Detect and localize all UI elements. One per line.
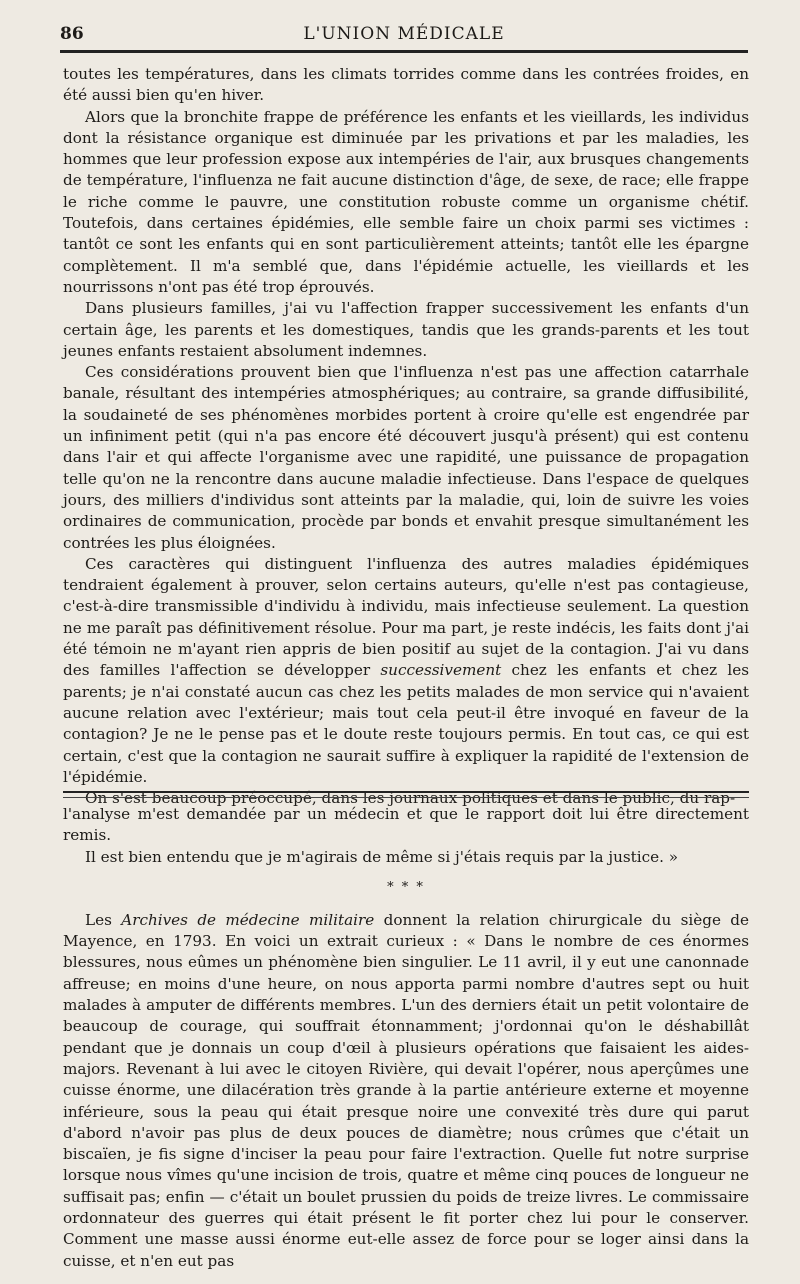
text-run: donnent la relation chirurgicale du siège de Mayence, en 1793. En voici un extrait curieux : « Dans le nombre de ces énormes blessures, nous eûmes un phénomène bien singulier. Le 11 avril, il y eut une canonnade affreuse; en moins d'une heure, on nous apporta parmi nombre d'autres sept ou huit malades à amputer de différents membres. L'un des derniers était un petit volontaire de beaucoup de courage, qui souffrait étonnamment; j'ordonnai qu'on le déshabillât pendant que je donnais un coup d'œil à plusieurs opérations que faisaient les aides-majors. Revenant à lui avec le citoyen Rivière, qui devait l'opérer, nous aperçûmes une cuisse énorme, une dilacération très grande à la partie antérieure externe et moyenne inférieure, sous la peau qui était presque noire une convexité très dure qui parut d'abord n'avoir pas plus de deux pouces de diamètre; nous crûmes que c'était un biscaïen, je fis signe d'inciser la peau pour faire l'extraction. Quelle fut notre surprise lorsque nous vîmes qu'une incision de trois, quatre et même cinq pouces de longueur ne suffisait pas; enfin — c'était un boulet prussien du poids de treize livres. Le commissaire ordonnateur des guerres qui était présent le fit porter chez lui pour le conserver. Comment une masse aussi énorme eut-elle assez de force pour se loger ainsi dans la cuisse, et n'en eut pas <box>63 910 749 1270</box>
section-rule-thin <box>63 797 749 798</box>
page-header <box>60 20 748 44</box>
header-rule <box>60 50 748 53</box>
section-rule <box>63 791 749 793</box>
paragraph: Dans plusieurs familles, j'ai vu l'affection frapper successivement les enfants d'un certain âge, les parents et les domestiques, tandis que les grands-parents et les tout jeunes enfants restaient absolument indemnes. <box>63 299 749 360</box>
running-title: L'UNION MÉDICALE <box>303 24 505 44</box>
asterism: * * * <box>387 879 425 895</box>
paragraph: l'analyse m'est demandée par un médecin et que le rapport doit lui être directement remis. <box>63 805 749 845</box>
italic-run: successivement <box>380 661 502 680</box>
paragraph: On s'est beaucoup préoccupé, dans les journaux politiques et dans le public, du rap- <box>85 789 736 808</box>
paragraph: Ces considérations prouvent bien que l'influenza n'est pas une affection catarrhale banale, résultant des intempéries atmosphériques; au contraire, sa grande diffusibilité, la soudaineté de ses phénomènes morbides portent à croire qu'elle est engendrée par un infiniment petit (qui n'a pas encore été découvert jusqu'à présent) qui est contenu dans l'air et qui affecte l'organisme avec une rapidité, une puissance de propagation telle qu'on ne la rencontre dans aucune maladie infectieuse. Dans l'espace de quelques jours, des milliers d'individus sont atteints par la maladie, qui, loin de suivre les voies ordinaires de communication, procède par bonds et envahit presque simultanément les contrées les plus éloignées. <box>63 363 749 552</box>
paragraph: toutes les températures, dans les climats torrides comme dans les contrées froides, en été aussi bien qu'en hiver. <box>63 65 749 105</box>
text-run: chez les enfants et chez les parents; je n'ai constaté aucun cas chez les petits malades de mon service qui n'avaient aucune relation avec l'extérieur; mais tout cela peut-il être invoqué en faveur de la contagion? Je ne le pense pas et le doute reste toujours permis. En tout cas, ce qui est certain, c'est que la contagion ne saurait suffire à expliquer la rapidité de l'extension de l'épidémie. <box>63 661 749 786</box>
page-number: 86 <box>60 24 84 44</box>
italic-run: Archives de médecine militaire <box>121 910 375 929</box>
notes-text <box>63 804 749 1272</box>
text-run: Ces caractères qui distinguent l'influenza des autres maladies épidémiques tendraient également à prouver, selon certains auteurs, qu'elle n'est pas contagieuse, c'est-à-dire transmissible d'individu à individu, mais infectieuse seulement. La question ne me paraît pas définitivement résolue. Pour ma part, je reste indécis, les faits dont j'ai été témoin ne m'ayant rien appris de bien positif au sujet de la contagion. J'ai vu dans des familles l'affection se développer <box>63 554 749 680</box>
main-text <box>63 64 749 809</box>
paragraph-mayence <box>63 910 749 1272</box>
paragraph: Il est bien entendu que je m'agirais de même si j'étais requis par la justice. » <box>85 847 679 866</box>
text-run: Les <box>85 910 122 929</box>
paragraph-contagion <box>63 554 749 788</box>
paragraph: Alors que la bronchite frappe de préférence les enfants et les vieillards, les individus dont la résistance organique est diminuée par les privations et par les maladies, les hommes que leur profession expose aux intempéries de l'air, aux brusques changements de température, l'influenza ne fait aucune distinction d'âge, de sexe, de race; elle frappe le riche comme le pauvre, une constitution robuste comme un organisme chétif. Toutefois, dans certaines épidémies, elle semble faire un choix parmi ses victimes : tantôt ce sont les enfants qui en sont particulièrement atteints; tantôt elle les épargne complètement. Il m'a semblé que, dans l'épidémie actuelle, les vieillards et les nourrissons n'ont pas été trop éprouvés. <box>63 107 749 296</box>
